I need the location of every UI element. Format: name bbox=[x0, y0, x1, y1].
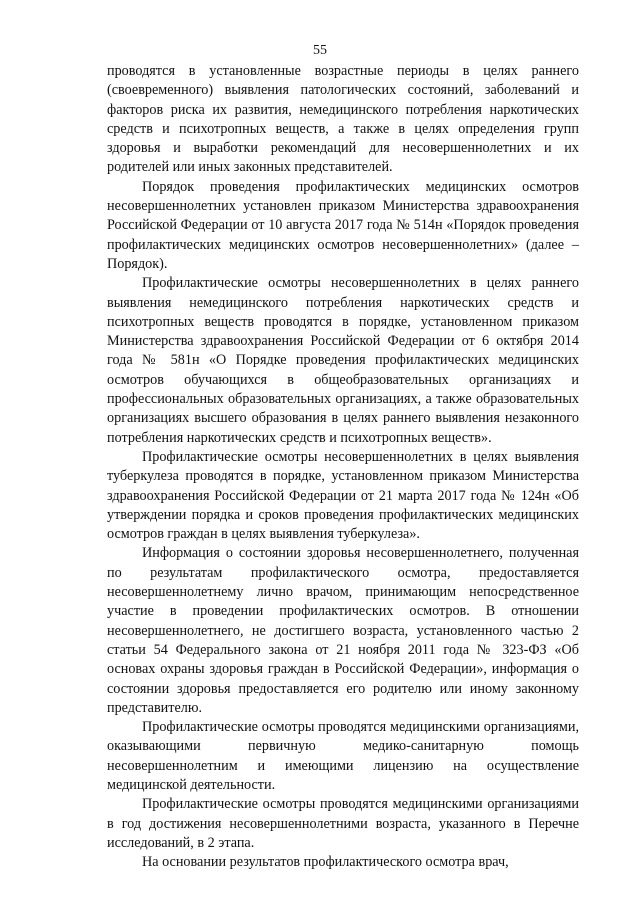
paragraph-medical-organizations: Профилактические осмотры проводятся медицинскими организациями, оказывающими первичную медико-санитарную помощь несовершеннолетним и имеющими лицензию на осуществление медицинской деятельности. bbox=[107, 719, 579, 793]
page-number: 55 bbox=[313, 43, 327, 58]
paragraph-continued: проводятся в установленные возрастные периоды в целях раннего (своевременного) выявления патологических состояний, заболеваний и факторов риска их развития, немедицинского потребления наркотических средств и психотропных веществ, а также в целях определения групп здоровья и выработки рекомендаций для несовершеннолетних и их родителей или иных законных представителей. bbox=[107, 63, 579, 176]
paragraph-order-514n: Порядок проведения профилактических медицинских осмотров несовершеннолетних установлен приказом Министерства здравоохранения Российской Федерации от 10 августа 2017 года № 514н «Порядок проведения профилактических медицинских осмотров несовершеннолетних» (далее – Порядок). bbox=[107, 178, 579, 272]
paragraph-final: На основании результатов профилактического осмотра врач, bbox=[142, 854, 509, 871]
paragraph-health-information: Информация о состоянии здоровья несовершеннолетнего, полученная по результатам профилактического осмотра, предоставляется несовершеннолетнему лично врачом, принимающим непосредственное участие в проведении профилактических осмотров. В отношении несовершеннолетнего, не достигшего возраста, установленного частью 2 статьи 54 Федерального закона от 21 ноября 2011 года № 323-ФЗ «Об основах охраны здоровья граждан в Российской Федерации», информация о состоянии здоровья предоставляется его родителю или иному законному представителю. bbox=[107, 545, 579, 716]
body-text bbox=[107, 62, 579, 872]
paragraph-tuberculosis: Профилактические осмотры несовершеннолетних в целях выявления туберкулеза проводятся в порядке, установленном приказом Министерства здравоохранения Российской Федерации от 21 марта 2017 года № 124н «Об утверждении порядка и сроков проведения профилактических медицинских осмотров граждан в целях выявления туберкулеза». bbox=[107, 448, 579, 543]
paragraph-two-stages: Профилактические осмотры проводятся медицинскими организациями в год достижения несовершеннолетними возраста, указанного в Перечне исследований, в 2 этапа. bbox=[107, 796, 579, 851]
paragraph-order-581n: Профилактические осмотры несовершеннолетних в целях раннего выявления немедицинского потребления наркотических средств и психотропных веществ проводятся в порядке, установленном приказом Министерства здравоохранения Российской Федерации от 6 октября 2014 года № 581н «О Порядке проведения профилактических медицинских осмотров обучающихся в общеобразовательных организациях и профессиональных образовательных организациях, а также образовательных организациях высшего образования в целях раннего выявления незаконного потребления наркотических средств и психотропных веществ». bbox=[107, 275, 579, 446]
